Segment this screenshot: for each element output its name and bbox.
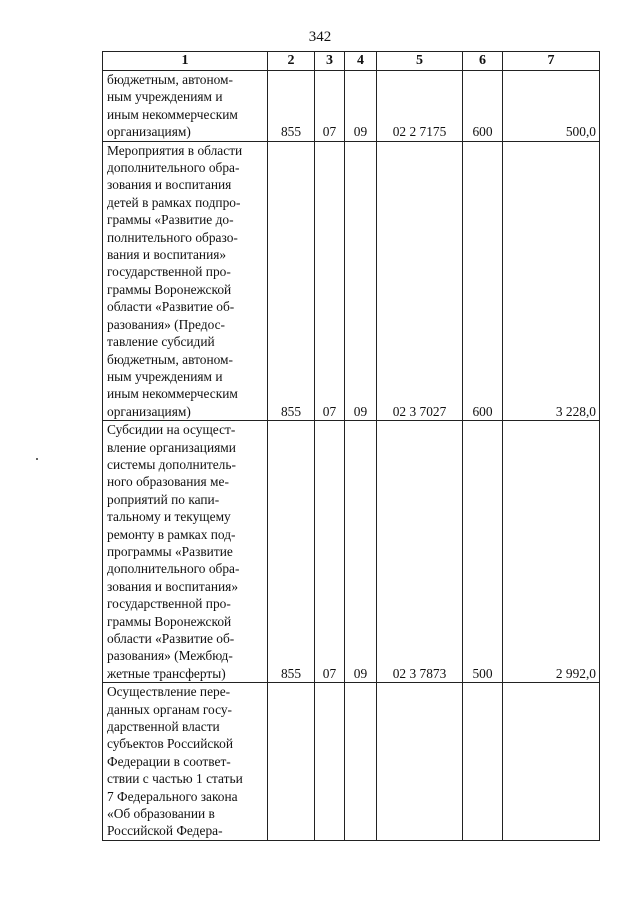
cell-target-article <box>377 683 463 841</box>
cell-amount <box>503 683 600 841</box>
cell-amount: 2 992,0 <box>503 421 600 683</box>
cell-section: 07 <box>315 71 345 142</box>
description-line: ным учреждениям и <box>107 368 223 384</box>
header-cell-2: 2 <box>268 52 315 71</box>
description-line: иным некоммерческим <box>107 106 238 122</box>
description-line: субъектов Российской <box>107 736 233 752</box>
description-line: граммы «Развитие до- <box>107 212 234 228</box>
cell-ministry-code <box>268 683 315 841</box>
header-cell-7: 7 <box>503 52 600 71</box>
description-line: ного образования ме- <box>107 474 229 490</box>
description-line: жетные трансферты) <box>107 665 226 681</box>
cell-amount: 3 228,0 <box>503 141 600 421</box>
cell-subsection: 09 <box>345 71 377 142</box>
description-line: ремонту в рамках под- <box>107 526 236 542</box>
description-line: иным некоммерческим <box>107 386 238 402</box>
cell-target-article: 02 2 7175 <box>377 71 463 142</box>
description-line: «Об образовании в <box>107 806 215 822</box>
description-line: области «Развитие об- <box>107 299 235 315</box>
cell-expense-type: 600 <box>463 71 503 142</box>
description-line: ным учреждениям и <box>107 89 223 105</box>
description-line: граммы Воронежской <box>107 281 232 297</box>
row-description <box>103 421 268 683</box>
description-line: бюджетным, автоном- <box>107 351 233 367</box>
row-description <box>103 141 268 421</box>
cell-target-article: 02 3 7027 <box>377 141 463 421</box>
table-row <box>103 141 600 421</box>
description-line: разования» (Предос- <box>107 316 226 332</box>
cell-expense-type: 500 <box>463 421 503 683</box>
description-line: зования и воспитания <box>107 177 232 193</box>
description-line: зования и воспитания» <box>107 578 239 594</box>
budget-table <box>102 51 600 841</box>
description-line: бюджетным, автоном- <box>107 72 233 87</box>
description-line: Российской Федера- <box>107 823 223 839</box>
description-line: Мероприятия в области <box>107 142 243 158</box>
header-cell-6: 6 <box>463 52 503 71</box>
description-line: разования» (Межбюд- <box>107 648 233 664</box>
description-line: программы «Развитие <box>107 543 233 559</box>
description-line: дарственной власти <box>107 719 220 735</box>
cell-section <box>315 683 345 841</box>
description-line: роприятий по капи- <box>107 491 220 507</box>
cell-subsection <box>345 683 377 841</box>
description-line: полнительного образо- <box>107 229 238 245</box>
description-line: Осуществление пере- <box>107 684 231 700</box>
header-cell-4: 4 <box>345 52 377 71</box>
description-line: дополнительного обра- <box>107 160 240 176</box>
description-line: детей в рамках подпро- <box>107 194 241 210</box>
description-line: вление организациями <box>107 439 236 455</box>
description-line: дополнительного обра- <box>107 561 240 577</box>
cell-ministry-code: 855 <box>268 141 315 421</box>
table-row <box>103 71 600 142</box>
description-line: тальному и текущему <box>107 509 231 525</box>
description-line: организациям) <box>107 124 191 140</box>
cell-subsection: 09 <box>345 141 377 421</box>
cell-expense-type <box>463 683 503 841</box>
description-line: граммы Воронежской <box>107 613 232 629</box>
header-cell-3: 3 <box>315 52 345 71</box>
row-description <box>103 683 268 841</box>
description-line: тавление субсидий <box>107 334 215 350</box>
cell-ministry-code: 855 <box>268 421 315 683</box>
scan-speck <box>36 458 38 460</box>
description-line: данных органам госу- <box>107 701 232 717</box>
description-line: государственной про- <box>107 596 231 612</box>
cell-target-article: 02 3 7873 <box>377 421 463 683</box>
row-description <box>103 71 268 142</box>
header-cell-1: 1 <box>103 52 268 71</box>
cell-ministry-code: 855 <box>268 71 315 142</box>
cell-section: 07 <box>315 421 345 683</box>
header-cell-5: 5 <box>377 52 463 71</box>
cell-section: 07 <box>315 141 345 421</box>
cell-expense-type: 600 <box>463 141 503 421</box>
description-line: государственной про- <box>107 264 231 280</box>
description-line: системы дополнитель- <box>107 456 236 472</box>
cell-amount: 500,0 <box>503 71 600 142</box>
description-line: области «Развитие об- <box>107 631 235 646</box>
description-line: 7 Федерального закона <box>107 788 238 804</box>
description-line: ствии с частью 1 статьи <box>107 771 243 787</box>
table-row <box>103 683 600 841</box>
description-line: Субсидии на осущест- <box>107 422 236 438</box>
header-row <box>103 52 600 71</box>
description-line: Федерации в соответ- <box>107 753 231 769</box>
page-number: 342 <box>308 29 332 45</box>
description-line: вания и воспитания» <box>107 247 227 263</box>
description-line: организациям) <box>107 403 191 419</box>
cell-subsection: 09 <box>345 421 377 683</box>
table-row <box>103 421 600 683</box>
